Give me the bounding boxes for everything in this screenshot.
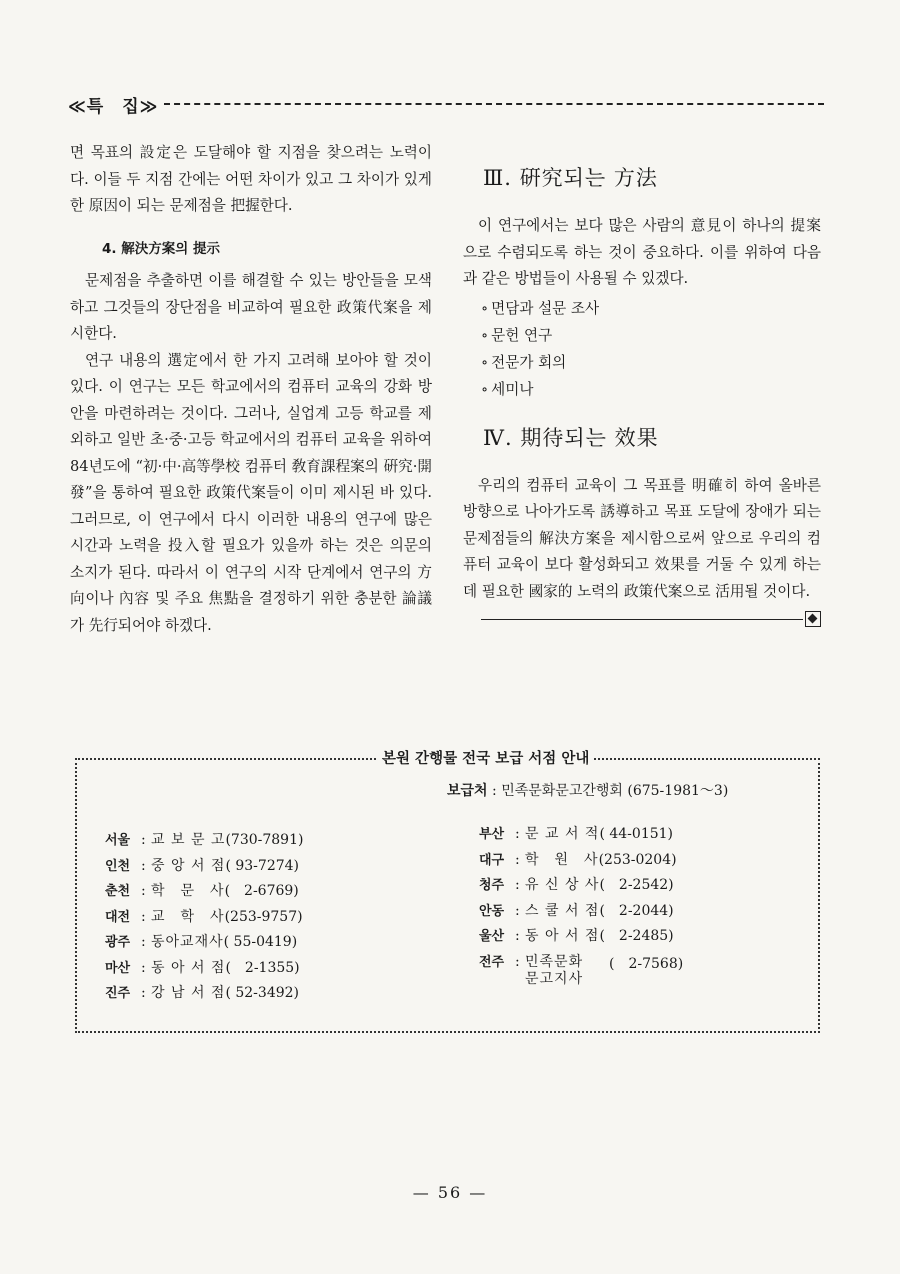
store-entry: 울산 : 동 아 서 점 ( 2-2485)	[479, 924, 683, 950]
store-phone: ( 2-2044)	[599, 902, 674, 919]
store-name: 학 문 사	[151, 883, 225, 899]
end-of-article-rule	[481, 611, 821, 627]
section3-paragraph: 이 연구에서는 보다 많은 사람의 意見이 하나의 提案으로 수렴되도록 하는 것이 중요하다. 이를 위하여 다음과 같은 방법들이 사용될 수 있겠다.	[463, 217, 821, 287]
store-phone: ( 44-0151)	[599, 826, 674, 842]
store-city: 안동	[479, 903, 505, 919]
section4-title: Ⅳ. 期待되는 效果	[483, 425, 659, 450]
store-city: 서울	[105, 833, 131, 848]
store-phone: ( 2-1355)	[225, 959, 300, 976]
publisher-value: 민족문화문고간행회 (675-1981～3)	[501, 783, 729, 799]
methods-list	[463, 295, 821, 403]
store-city: 마산	[105, 960, 131, 976]
store-phone: (253-9757)	[224, 908, 303, 925]
store-entry: 인천 : 중 앙 서 점 ( 93-7274)	[105, 854, 303, 880]
store-name: 동아교재사	[151, 934, 224, 950]
store-list-right	[479, 822, 683, 988]
store-phone: ( 93-7274)	[225, 857, 300, 874]
store-entry: 안동 : 스 쿨 서 점 ( 2-2044)	[479, 899, 683, 925]
left-column	[70, 140, 432, 639]
store-name: 스 쿨 서 점	[525, 902, 600, 919]
publisher-line: 보급처 : 민족문화문고간행회 (675-1981～3)	[447, 783, 729, 799]
paragraph-2: 연구 내용의 選定에서 한 가지 고려해 보아야 할 것이 있다. 이 연구는 모든 학교에서의 컴퓨터 교육의 강화 방안을 마련하려는 것이다. 그러나, 실업계 고등 학교를 제외하고 일반 초·중·고등 학교에서의 컴퓨터 교육을 위하여 84년도에 “初·中·高等學校 컴퓨터 敎育課程案의 硏究·開發”을 통하여 필요한 政策代案들이 이미 제시된 바 있다. 그러므로, 이 연구에서 다시 이러한 내용의 연구에 많은 시간과 노력을 投入할 필요가 있을까 하는 것은 의문의 소지가 된다. 따라서 이 연구의 시작 단계에서 연구의 方向이나 內容 및 주요 焦點을 결정하기 위한 충분한 論議가 先行되어야 하겠다.	[70, 351, 432, 634]
subheading-solution: 4. 解決方案의 提示	[102, 240, 220, 257]
store-entry: 청주 : 유 신 상 사 ( 2-2542)	[479, 873, 683, 899]
store-entry: 광주 : 동아교재사 ( 55-0419)	[105, 930, 303, 956]
list-item: ∘ 전문가 회의	[463, 349, 821, 376]
store-name: 민족문화 문고지사	[525, 953, 584, 987]
list-item: ∘ 세미나	[463, 376, 821, 403]
store-phone: ( 52-3492)	[225, 985, 300, 1001]
store-name: 교 학 사	[151, 908, 225, 925]
store-phone: ( 2-6769)	[224, 883, 299, 899]
section4-paragraph: 우리의 컴퓨터 교육이 그 목표를 明確히 하여 올바른 방향으로 나아가도록 誘導하고 목표 도달에 장애가 되는 문제점들의 解決方案을 제시함으로써 앞으로 우리의 컴퓨터 교육이 보다 활성화되고 效果를 거둘 수 있게 하는 데 필요한 國家的 노력의 政策代案으로 活用될 것이다.	[463, 476, 821, 600]
store-name: 동 아 서 점	[151, 959, 226, 976]
end-rule-line	[481, 619, 803, 620]
store-name: 유 신 상 사	[525, 877, 600, 893]
section-header	[68, 90, 824, 118]
store-city: 춘천	[105, 884, 131, 899]
publisher-label: 보급처	[447, 783, 488, 799]
store-name: 교 보 문 고	[151, 832, 226, 848]
store-city: 전주	[479, 954, 505, 970]
store-phone: (253-0204)	[598, 851, 677, 868]
store-name: 학 원 사	[525, 851, 599, 868]
store-phone: ( 2-2485)	[599, 928, 674, 944]
store-city: 청주	[479, 878, 505, 893]
store-name: 중 앙 서 점	[151, 857, 226, 874]
store-city: 광주	[105, 935, 131, 950]
notice-title: 본원 간행물 전국 보급 서점 안내	[377, 747, 594, 768]
store-entry: 대전 : 교 학 사 (253-9757)	[105, 905, 303, 931]
header-label: ≪특 집≫	[68, 96, 159, 117]
store-phone: ( 2-2542)	[599, 877, 674, 893]
list-item: ∘ 면담과 설문 조사	[463, 295, 821, 322]
store-entry: 서울 : 교 보 문 고 (730-7891)	[105, 828, 303, 854]
store-city: 대전	[105, 909, 131, 925]
store-name: 문 교 서 적	[525, 826, 600, 842]
store-phone: ( 2-7568)	[609, 955, 684, 972]
list-item: ∘ 문헌 연구	[463, 322, 821, 349]
store-entry: 진주 : 강 남 서 점 ( 52-3492)	[105, 981, 303, 1007]
header-dashed-rule	[164, 103, 824, 105]
store-city: 울산	[479, 929, 505, 944]
store-name: 강 남 서 점	[151, 985, 226, 1001]
store-entry: 마산 : 동 아 서 점 ( 2-1355)	[105, 956, 303, 982]
store-city: 대구	[479, 852, 505, 868]
page-number: — 56 —	[412, 1183, 488, 1202]
store-phone: ( 55-0419)	[223, 934, 298, 950]
right-column	[463, 140, 821, 627]
store-entry: 대구 : 학 원 사 (253-0204)	[479, 848, 683, 874]
store-entry: 전주 : 민족문화 문고지사 ( 2-7568)	[479, 953, 684, 987]
bookstore-notice-box	[75, 751, 820, 1033]
store-city: 진주	[105, 986, 131, 1001]
store-phone: (730-7891)	[225, 832, 304, 848]
store-city: 부산	[479, 827, 505, 842]
section3-title: Ⅲ. 硏究되는 方法	[483, 166, 658, 190]
store-city: 인천	[105, 858, 131, 874]
store-name: 동 아 서 점	[525, 928, 600, 944]
store-entry: 춘천 : 학 문 사 ( 2-6769)	[105, 879, 303, 905]
intro-paragraph: 면 목표의 設定은 도달해야 할 지점을 찾으려는 노력이다. 이들 두 지점 간에는 어떤 차이가 있고 그 차이가 있게 한 原因이 되는 문제점을 把握한다.	[70, 144, 432, 214]
store-list-left	[105, 828, 303, 1007]
paragraph-1: 문제점을 추출하면 이를 해결할 수 있는 방안들을 모색하고 그것들의 장단점을 비교하여 필요한 政策代案을 제시한다.	[70, 272, 432, 342]
store-entry: 부산 : 문 교 서 적 ( 44-0151)	[479, 822, 683, 848]
end-diamond-icon	[805, 611, 821, 627]
